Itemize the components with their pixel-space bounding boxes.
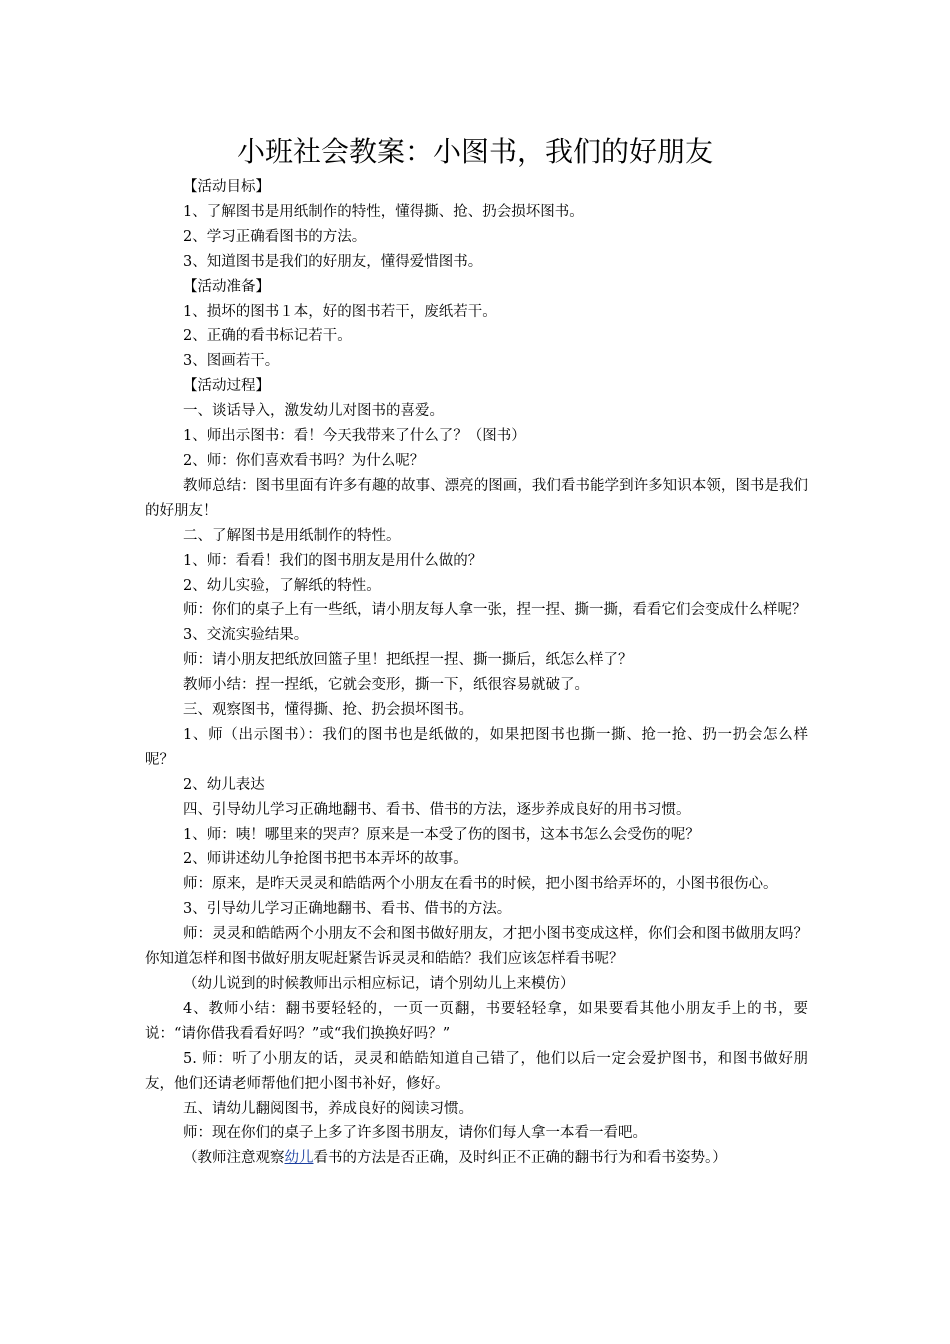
paragraph: 三、观察图书，懂得撕、抢、扔会损坏图书。 xyxy=(183,702,473,719)
last-line-after: 看书的方法是否正确，及时纠正不正确的翻书行为和看书姿势。） xyxy=(313,1150,727,1167)
paragraph: 教师总结：图书里面有许多有趣的故事、漂亮的图画，我们看书能学到许多知识本领，图书是我们的好朋友！ xyxy=(145,477,808,519)
paragraph: 2、师讲述幼儿争抢图书把书本弄坏的故事。 xyxy=(183,851,468,868)
last-paragraph xyxy=(145,1146,808,1171)
paragraph: 1、损坏的图书１本，好的图书若干，废纸若干。 xyxy=(183,303,497,320)
paragraph: 1、师出示图书：看！今天我带来了什么了？（图书） xyxy=(183,428,526,445)
paragraph: 2、幼儿表达 xyxy=(183,776,265,793)
paragraph: 1、师（出示图书）：我们的图书也是纸做的，如果把图书也撕一撕、抢一抢、扔一扔会怎么样呢？ xyxy=(145,726,808,768)
paragraph: 二、了解图书是用纸制作的特性。 xyxy=(183,527,401,544)
paragraph: 1、师：看看！我们的图书朋友是用什么做的？ xyxy=(183,552,483,569)
paragraph: 1、了解图书是用纸制作的特性，懂得撕、抢、扔会损坏图书。 xyxy=(183,203,584,220)
paragraph: 2、正确的看书标记若干。 xyxy=(183,328,352,345)
paragraph: 2、学习正确看图书的方法。 xyxy=(183,228,367,245)
paragraph: 一、谈话导入，激发幼儿对图书的喜爱。 xyxy=(183,403,444,420)
section-heading-goals: 【活动目标】 xyxy=(183,179,270,195)
paragraph: 3、图画若干。 xyxy=(183,353,280,370)
paragraph: 四、引导幼儿学习正确地翻书、看书、借书的方法，逐步养成良好的用书习惯。 xyxy=(183,801,691,818)
last-line-before: （教师注意观察 xyxy=(183,1150,285,1167)
paragraph: 2、幼儿实验，了解纸的特性。 xyxy=(183,577,381,594)
section-heading-preparation: 【活动准备】 xyxy=(183,278,270,295)
paragraph: 师：原来，是昨天灵灵和皓皓两个小朋友在看书的时候，把小图书给弄坏的，小图书很伤心。 xyxy=(183,876,778,893)
document-title: 小班社会教案：小图书，我们的好朋友 xyxy=(236,135,713,168)
paragraph: 1、师：咦！哪里来的哭声？原来是一本受了伤的图书，这本书怎么会受伤的呢？ xyxy=(183,826,700,843)
paragraph: 师：你们的桌子上有一些纸，请小朋友每人拿一张，捏一捏、撕一撕，看看它们会变成什么样呢？ xyxy=(183,602,807,619)
child-link[interactable]: 幼儿 xyxy=(284,1150,314,1167)
paragraph: 3、引导幼儿学习正确地翻书、看书、借书的方法。 xyxy=(183,901,512,918)
paragraph: 4、教师小结：翻书要轻轻的，一页一页翻，书要轻轻拿，如果要看其他小朋友手上的书，要说：“请你借我看看好吗？”或“我们换换好吗？” xyxy=(145,1000,808,1042)
paragraph: 师：现在你们的桌子上多了许多图书朋友，请你们每人拿一本看一看吧。 xyxy=(183,1125,647,1142)
paragraph: 5. 师：听了小朋友的话，灵灵和皓皓知道自己错了，他们以后一定会爱护图书，和图书做好朋友，他们还请老师帮他们把小图书补好，修好。 xyxy=(145,1050,808,1092)
paragraph: 3、交流实验结果。 xyxy=(183,627,309,644)
paragraph: 师：请小朋友把纸放回篮子里！把纸捏一捏、撕一撕后，纸怎么样了？ xyxy=(183,652,633,669)
paragraph: 教师小结：捏一捏纸，它就会变形，撕一下，纸很容易就破了。 xyxy=(183,677,589,694)
paragraph: 五、请幼儿翻阅图书，养成良好的阅读习惯。 xyxy=(183,1100,473,1117)
section-heading-process: 【活动过程】 xyxy=(183,378,270,395)
document-body xyxy=(145,175,808,1171)
paragraph: 3、知道图书是我们的好朋友，懂得爱惜图书。 xyxy=(183,253,483,270)
paragraph: 师：灵灵和皓皓两个小朋友不会和图书做好朋友，才把小图书变成这样，你们会和图书做朋友吗？你知道怎样和图书做好朋友呢赶紧告诉灵灵和皓皓？我们应该怎样看书呢？ xyxy=(145,926,808,968)
paragraph: 2、师：你们喜欢看书吗？为什么呢？ xyxy=(183,452,425,469)
paragraph: （幼儿说到的时候教师出示相应标记，请个别幼儿上来模仿） xyxy=(183,976,575,992)
